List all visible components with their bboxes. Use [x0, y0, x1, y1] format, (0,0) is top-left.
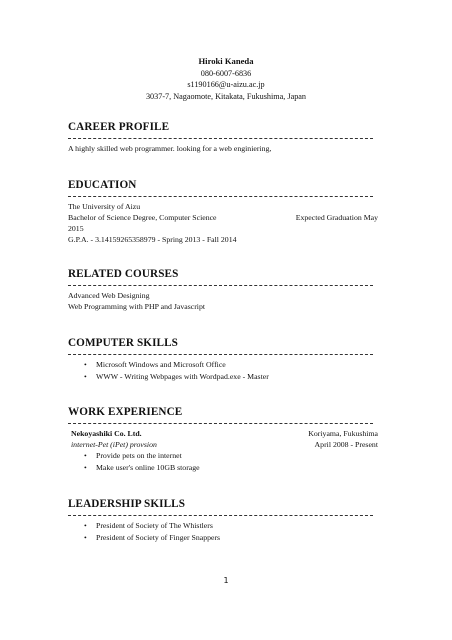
list-item: • President of Society of Finger Snappers: [84, 533, 221, 542]
bullet-icon: •: [84, 451, 87, 460]
bullet-icon: •: [84, 372, 87, 381]
section-divider: [68, 515, 373, 516]
section-divider: [68, 354, 373, 355]
company-row: [68, 428, 378, 439]
career-summary: A highly skilled web programmer. looking for a web enginiering,: [68, 144, 272, 153]
bullet-icon: •: [84, 533, 87, 542]
gpa: G.P.A. - 3.14159265358979 - Spring 2013 - Fall 2014: [68, 235, 237, 244]
education-section: [68, 179, 378, 245]
contact-header: [0, 56, 452, 102]
list-item: • Provide pets on the internet: [84, 451, 182, 460]
computer-skills-section: [68, 337, 378, 383]
phone-number: 080-6007-6836: [200, 68, 252, 78]
course-item: Web Programming with PHP and Javascript: [68, 302, 206, 311]
work-experience-section: [68, 406, 378, 474]
degree: Bachelor of Science Degree, Computer Science: [68, 213, 217, 222]
list-item: • Make user's online 10GB storage: [84, 463, 200, 472]
section-divider: [68, 138, 373, 139]
company-location: Koriyama, Fukushima: [308, 429, 378, 438]
list-item: • Microsoft Windows and Microsoft Office: [84, 360, 226, 369]
email-address: s1190166@u-aizu.ac.jp: [187, 80, 265, 89]
role-row: [68, 439, 378, 450]
bullet-icon: •: [84, 360, 87, 369]
skills-list: [68, 359, 378, 383]
candidate-name: Hiroki Kaneda: [198, 56, 254, 66]
section-divider: [68, 423, 373, 424]
section-title: LEADERSHIP SKILLS: [68, 498, 186, 510]
page-number: 1: [223, 576, 229, 585]
postal-address: 3037-7, Nagaomote, Kitakata, Fukushima, Japan: [145, 91, 307, 101]
section-title: RELATED COURSES: [68, 268, 179, 280]
career-profile-section: [68, 121, 378, 154]
list-item: • WWW - Writing Webpages with Wordpad.exe - Master: [84, 372, 269, 381]
expected-graduation: Expected Graduation May: [295, 213, 378, 222]
graduation-year: 2015: [68, 224, 84, 233]
list-item: • President of Society of The Whistlers: [84, 521, 213, 530]
section-divider: [68, 285, 373, 286]
section-title: EDUCATION: [68, 179, 137, 191]
bullet-icon: •: [84, 521, 87, 530]
job-role: internet-Pet (iPet) provsion: [71, 440, 157, 449]
leadership-list: [68, 520, 378, 544]
degree-row: [68, 212, 378, 223]
related-courses-section: [68, 268, 378, 312]
leadership-skills-section: [68, 498, 378, 544]
work-duties-list: [68, 450, 378, 474]
section-title: WORK EXPERIENCE: [68, 406, 183, 418]
section-title: COMPUTER SKILLS: [68, 337, 178, 349]
job-dates: April 2008 - Present: [314, 440, 378, 449]
course-item: Advanced Web Designing: [68, 291, 150, 300]
school-name: The University of Aizu: [68, 202, 141, 211]
company-name: Nekoyashiki Co. Ltd.: [71, 429, 142, 438]
bullet-icon: •: [84, 463, 87, 472]
section-divider: [68, 196, 373, 197]
section-title: CAREER PROFILE: [68, 121, 170, 133]
